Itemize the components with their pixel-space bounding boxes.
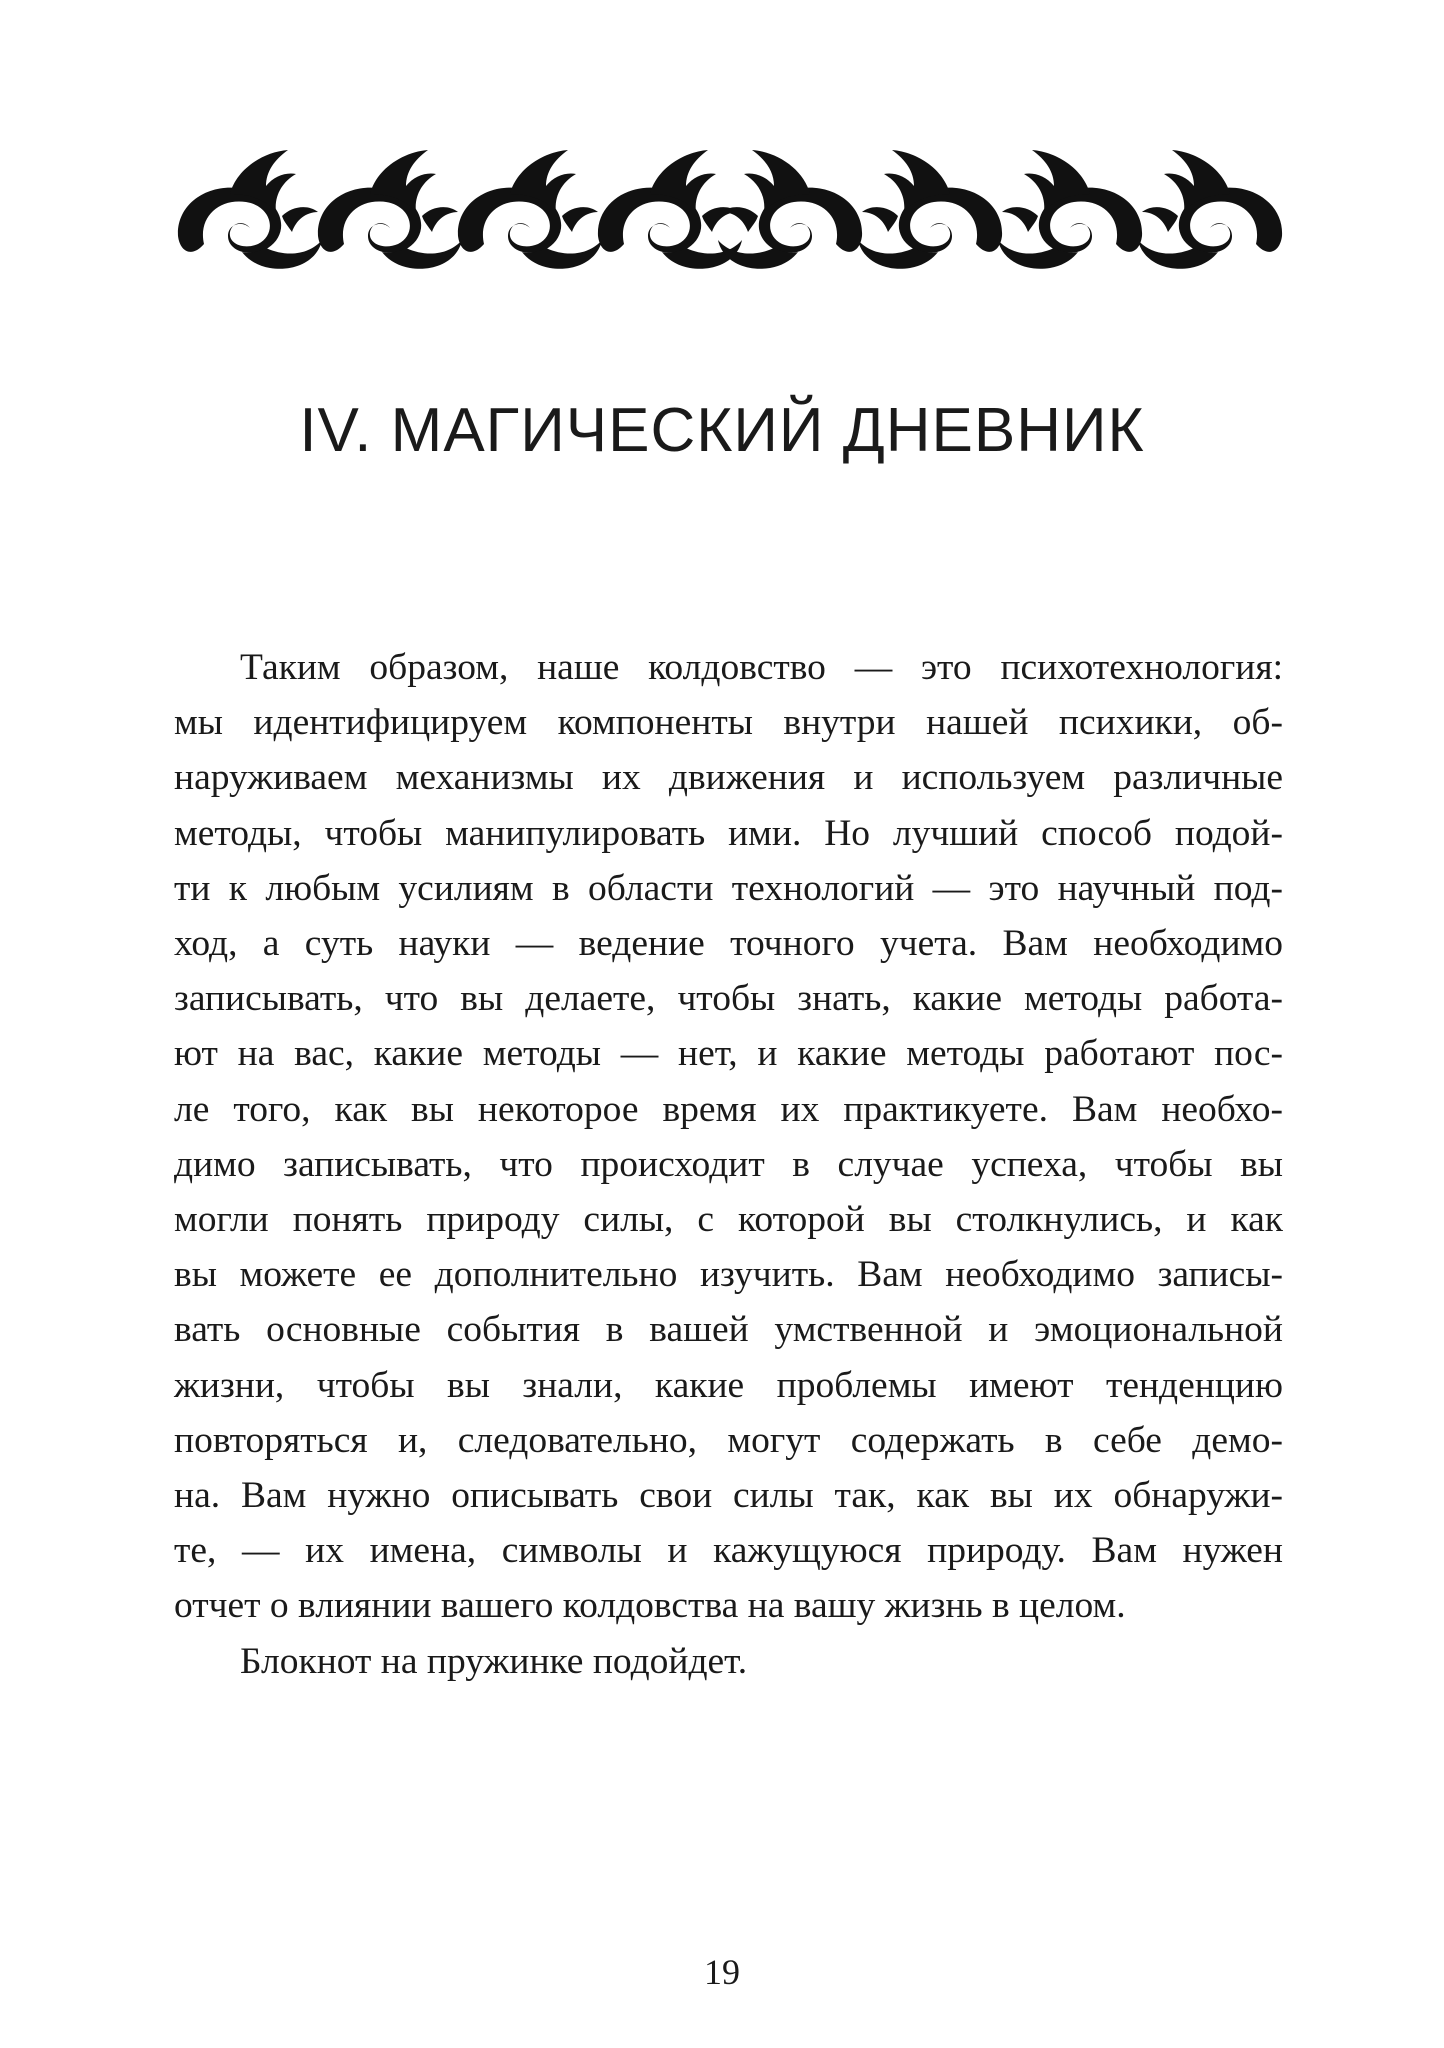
text-line: вы можете ее дополнительно изучить. Вам необходимо записы- bbox=[174, 1254, 1283, 1296]
text-line: жизни, чтобы вы знали, какие проблемы имеют тенденцию bbox=[174, 1364, 1283, 1406]
text-line: на. Вам нужно описывать свои силы так, как вы их обнаружи- bbox=[174, 1475, 1283, 1517]
text-line: ход, а суть науки — ведение точного учета. Вам необходимо bbox=[174, 923, 1283, 965]
text-line: димо записывать, что происходит в случае успеха, чтобы вы bbox=[174, 1143, 1283, 1185]
text-line: наруживаем механизмы их движения и используем различные bbox=[174, 757, 1283, 799]
text-line: ют на вас, какие методы — нет, и какие методы работают пос- bbox=[174, 1033, 1283, 1075]
text-line: методы, чтобы манипулировать ими. Но лучший способ подой- bbox=[174, 812, 1283, 854]
paragraph-1 bbox=[174, 640, 1283, 1634]
page-number: 19 bbox=[704, 1952, 740, 1992]
text-line: те, — их имена, символы и кажущуюся природу. Вам нужен bbox=[174, 1530, 1283, 1572]
text-line: записывать, что вы делаете, чтобы знать, какие методы работа- bbox=[174, 978, 1283, 1020]
text-line: ле того, как вы некоторое время их практикуете. Вам необхо- bbox=[174, 1088, 1283, 1130]
text-line: ти к любым усилиям в области технологий — это научный под- bbox=[174, 867, 1283, 909]
scroll-ornament-icon bbox=[170, 140, 1290, 280]
text-line: мы идентифицируем компоненты внутри нашей психики, об- bbox=[174, 702, 1283, 744]
paragraph-2 bbox=[174, 1634, 1283, 1689]
text-line: отчет о влиянии вашего колдовства на вашу жизнь в целом. bbox=[174, 1585, 1126, 1627]
chapter-title: IV. МАГИЧЕСКИЙ ДНЕВНИК bbox=[299, 396, 1145, 465]
text-line: могли понять природу силы, с которой вы столкнулись, и как bbox=[174, 1199, 1283, 1241]
text-line: Таким образом, наше колдовство — это психотехнология: bbox=[240, 647, 1283, 688]
text-line: вать основные события в вашей умственной и эмоциональной bbox=[174, 1309, 1283, 1351]
text-line: Блокнот на пружинке подойдет. bbox=[240, 1640, 748, 1682]
text-line: повторяться и, следовательно, могут содержать в себе демо- bbox=[174, 1419, 1283, 1461]
body-text bbox=[174, 640, 1283, 1689]
